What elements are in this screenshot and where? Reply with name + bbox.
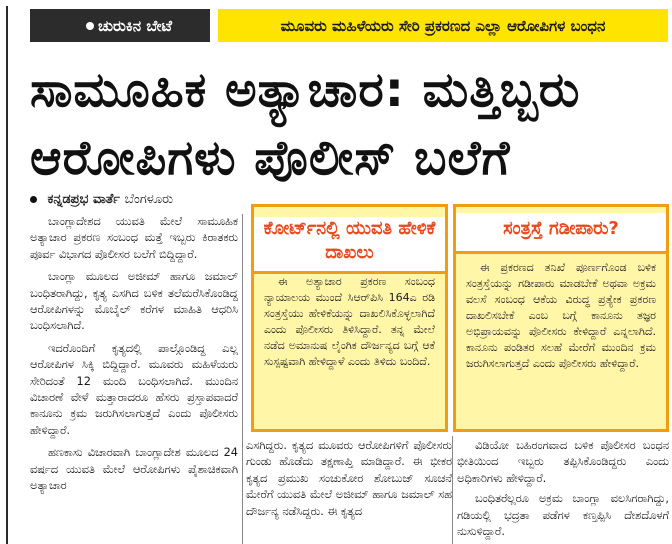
byline: [30, 192, 173, 207]
box-text: ಈ ಪ್ರಕರಣದ ತನಿಖೆ ಪೂರ್ಣಗೊಂಡ ಬಳಿಕ ಸಂತ್ರಸ್ತೆಯನ್ನು ಗಡೀಪಾರು ಮಾಡಬೇಕೆ ಅಥವಾ ಅಕ್ರಮ ವಲಸೆ ಸಂಬಂಧ ಆಕೆಯ ವಿರುದ್ಧ ಪ್ರತ್ಯೇಕ ಪ್ರಕರಣ ದಾಖಲಿಸಬೇಕೆ ಎಂಬ ಬಗ್ಗೆ ಕಾನೂನು ತಜ್ಞರ ಅಭಿಪ್ರಾಯವನ್ನು ಪೊಲೀಸರು ಕೇಳಿದ್ದಾರೆ ಎನ್ನಲಾಗಿದೆ. ಕಾನೂನು ಪಂಡಿತರ ಸಲಹೆ ಮೇರೆಗೆ ಮುಂದಿನ ಕ್ರಮ ಜರುಗಿಸಲಾಗುತ್ತದೆ ಎಂದು ಪೊಲೀಸರು ಹೇಳಿದ್ದಾರೆ.: [466, 261, 656, 370]
box-title-wrap: [254, 217, 445, 274]
box-title-wrap: [456, 213, 666, 254]
box-title: ಸಂತ್ರಸ್ತೆ ಗಡೀಪಾರು?: [503, 218, 619, 239]
byline-source: ಕನ್ನಡಪ್ರಭ ವಾರ್ತೆ: [47, 192, 121, 207]
paragraph: ಬಾಂಗ್ಲಾ ಮೂಲದ ಅಜೀಮ್ ಹಾಗೂ ಜಮಾಲ್ ಬಂಧಿತರಾಗಿದ್ದು, ಕೃತ್ಯ ಎಸಗಿದ ಬಳಿಕ ತಲೆಮರೆಸಿಕೊಂಡಿದ್ದ ಆರೋಪಿಗಳನ್ನು ಮೊಬೈಲ್ ಕರೆಗಳ ಮಾಹಿತಿ ಆಧರಿಸಿ ಬಂಧಿಸಲಾಗಿದೆ.: [30, 270, 238, 333]
section-label-bar: [30, 9, 210, 42]
box-text: ಈ ಅತ್ಯಾಚಾರ ಪ್ರಕರಣ ಸಂಬಂಧ ನ್ಯಾಯಾಲಯ ಮುಂದೆ ಸಿಆರ್‌ಪಿಸಿ 164ಎ ರಡಿ ಸಂತ್ರಸ್ತೆಯು ಹೇಳಿಕೆಯನ್ನು ದಾಖಲಿಸಿಕೊಳ್ಳಲಾಗಿದೆ ಎಂದು ಪೊಲೀಸರು ತಿಳಿಸಿದ್ದಾರೆ. ತನ್ನ ಮೇಲೆ ನಡೆದ ಅಮಾನುಷ ಲೈಂಗಿಕ ದೌರ್ಜನ್ಯದ ಬಗ್ಗೆ ಆಕೆ ಸುಸ್ಪಷ್ಟವಾಗಿ ಹೇಳಿದ್ದಾಳೆ ಎಂದು ತಿಳಿದು ಬಂದಿದೆ.: [264, 275, 435, 368]
column-divider: [242, 214, 243, 544]
sub-headline-strip: ಮೂವರು ಮಹಿಳೆಯರು ಸೇರಿ ಪ್ರಕರಣದ ಎಲ್ಲಾ ಆರೋಪಿಗಳ ಬಂಧನ: [218, 9, 668, 42]
section-label: ಚುರುಕಿನ ಬೇಟೆ: [98, 16, 172, 35]
paragraph: ಎಸಗಿದ್ದರು. ಕೃತ್ಯದ ಮೂವರು ಆರೋಪಿಗಳಿಗೆ ಪೊಲೀಸರು ಗುಂಡು ಹೊಡೆದು ತಕ್ಷಣಾಪ್ತಿ ಮಾಡಿದ್ದಾರೆ. ಈ ಭೀಕರ ಕೃತ್ಯದ ಪ್ರಮುಖ ಸಂಚುಕೋರ ಶೋಬುಜ್ ಸೂಚನೆ ಮೇರೆಗೆ ಯುವತಿ ಮೇಲೆ ಅಜೀಮ್ ಹಾಗೂ ಜಮಾಲ್ ಸಹ ದೌರ್ಜನ್ಯ ನಡೆಸಿದ್ದರು. ಈ ಕೃತ್ಯದ: [246, 439, 452, 518]
sidebar-box-deportation: [453, 204, 669, 432]
box-title: ಕೋರ್ಟ್‌ನಲ್ಲಿ ಯುವತಿ ಹೇಳಿಕೆ ದಾಖಲು: [263, 218, 436, 263]
paragraph: ಬಾಂಗ್ಲಾದೇಶದ ಯುವತಿ ಮೇಲೆ ಸಾಮೂಹಿಕ ಅತ್ಯಾಚಾರ ಪ್ರಕರಣ ಸಂಬಂಧ ಮತ್ತೆ ಇಬ್ಬರು ಕಿರಾತಕರು ಪೂರ್ವ ವಿಭಾಗದ ಪೊಲೀಸರ ಬಲೆಗೆ ಬಿದ್ದಿದ್ದಾರೆ.: [30, 215, 238, 261]
byline-city: ಬೆಂಗಳೂರು: [124, 192, 174, 207]
article-column-2: [246, 438, 452, 520]
paragraph: ಇದರೊಂದಿಗೆ ಕೃತ್ಯದಲ್ಲಿ ಪಾಲ್ಗೊಂಡಿದ್ದ ಎಲ್ಲ ಆರೋಪಿಗಳ ಸಿಕ್ಕಿ ಬಿದ್ದಿದ್ದಾರೆ. ಮೂವರು ಮಹಿಳೆಯರು ಸೇರಿದಂತೆ 12 ಮಂದಿ ಬಂಧಿಸಲಾಗಿದೆ. ಮುಂದಿನ ವಿಚಾರಣೆ ವೇಳೆ ಮತ್ತಾರಾದರೂ ಹೆಸರು ಪ್ರಸ್ತಾಪವಾದರೆ ಕಾನೂನು ಕ್ರಮ ಜರುಗಿಸಲಾಗುತ್ತದೆ ಎಂದು ಪೊಲೀಸರು ಹೇಳಿದ್ದಾರೆ.: [30, 341, 238, 437]
paragraph: ಬಂಧಿತರೆಲ್ಲರೂ ಅಕ್ರಮ ಬಾಂಗ್ಲಾ ವಲಸಿಗರಾಗಿದ್ದು, ಗಡಿಯಲ್ಲಿ ಭದ್ರತಾ ಪಡೆಗಳ ಕಣ್ತಪ್ಪಿಸಿ ದೇಶದೊಳಗೆ ನುಸುಳಿದ್ದಾರೆ.: [457, 492, 669, 539]
article-column-3: [457, 438, 669, 544]
bullet-icon: [86, 22, 94, 30]
sidebar-box-court: [251, 204, 448, 432]
headline-line-2: ಆರೋಪಿಗಳು ಪೊಲೀಸ್ ಬಲೆಗೆ: [30, 130, 511, 186]
paragraph: ಹಣಕಾಸು ವಿಚಾರವಾಗಿ ಬಾಂಗ್ಲಾದೇಶ ಮೂಲದ 24 ವರ್ಷದ ಯುವತಿ ಮೇಲೆ ಆರೋಪಿಗಳು ಪೈಶಾಚಿಕವಾಗಿ ಅತ್ಯಾಚಾರ: [30, 446, 238, 493]
headline-line-1: ಸಾಮೂಹಿಕ ಅತ್ಯಾಚಾರ: ಮತ್ತಿಬ್ಬರು: [30, 62, 581, 118]
article-column-1: [30, 214, 238, 501]
left-column-rule: [6, 6, 8, 544]
column-divider: [452, 436, 453, 544]
paragraph: ವಿಡಿಯೋ ಬಹಿರಂಗವಾದ ಬಳಿಕ ಪೊಲೀಸರ ಬಂಧನ ಭೀತಿಯಿಂದ ಇಬ್ಬರು ತಪ್ಪಿಸಿಕೊಂಡಿದ್ದರು ಎಂದು ಅಧಿಕಾರಿಗಳು ಹೇಳಿದ್ದಾರೆ.: [457, 439, 669, 485]
